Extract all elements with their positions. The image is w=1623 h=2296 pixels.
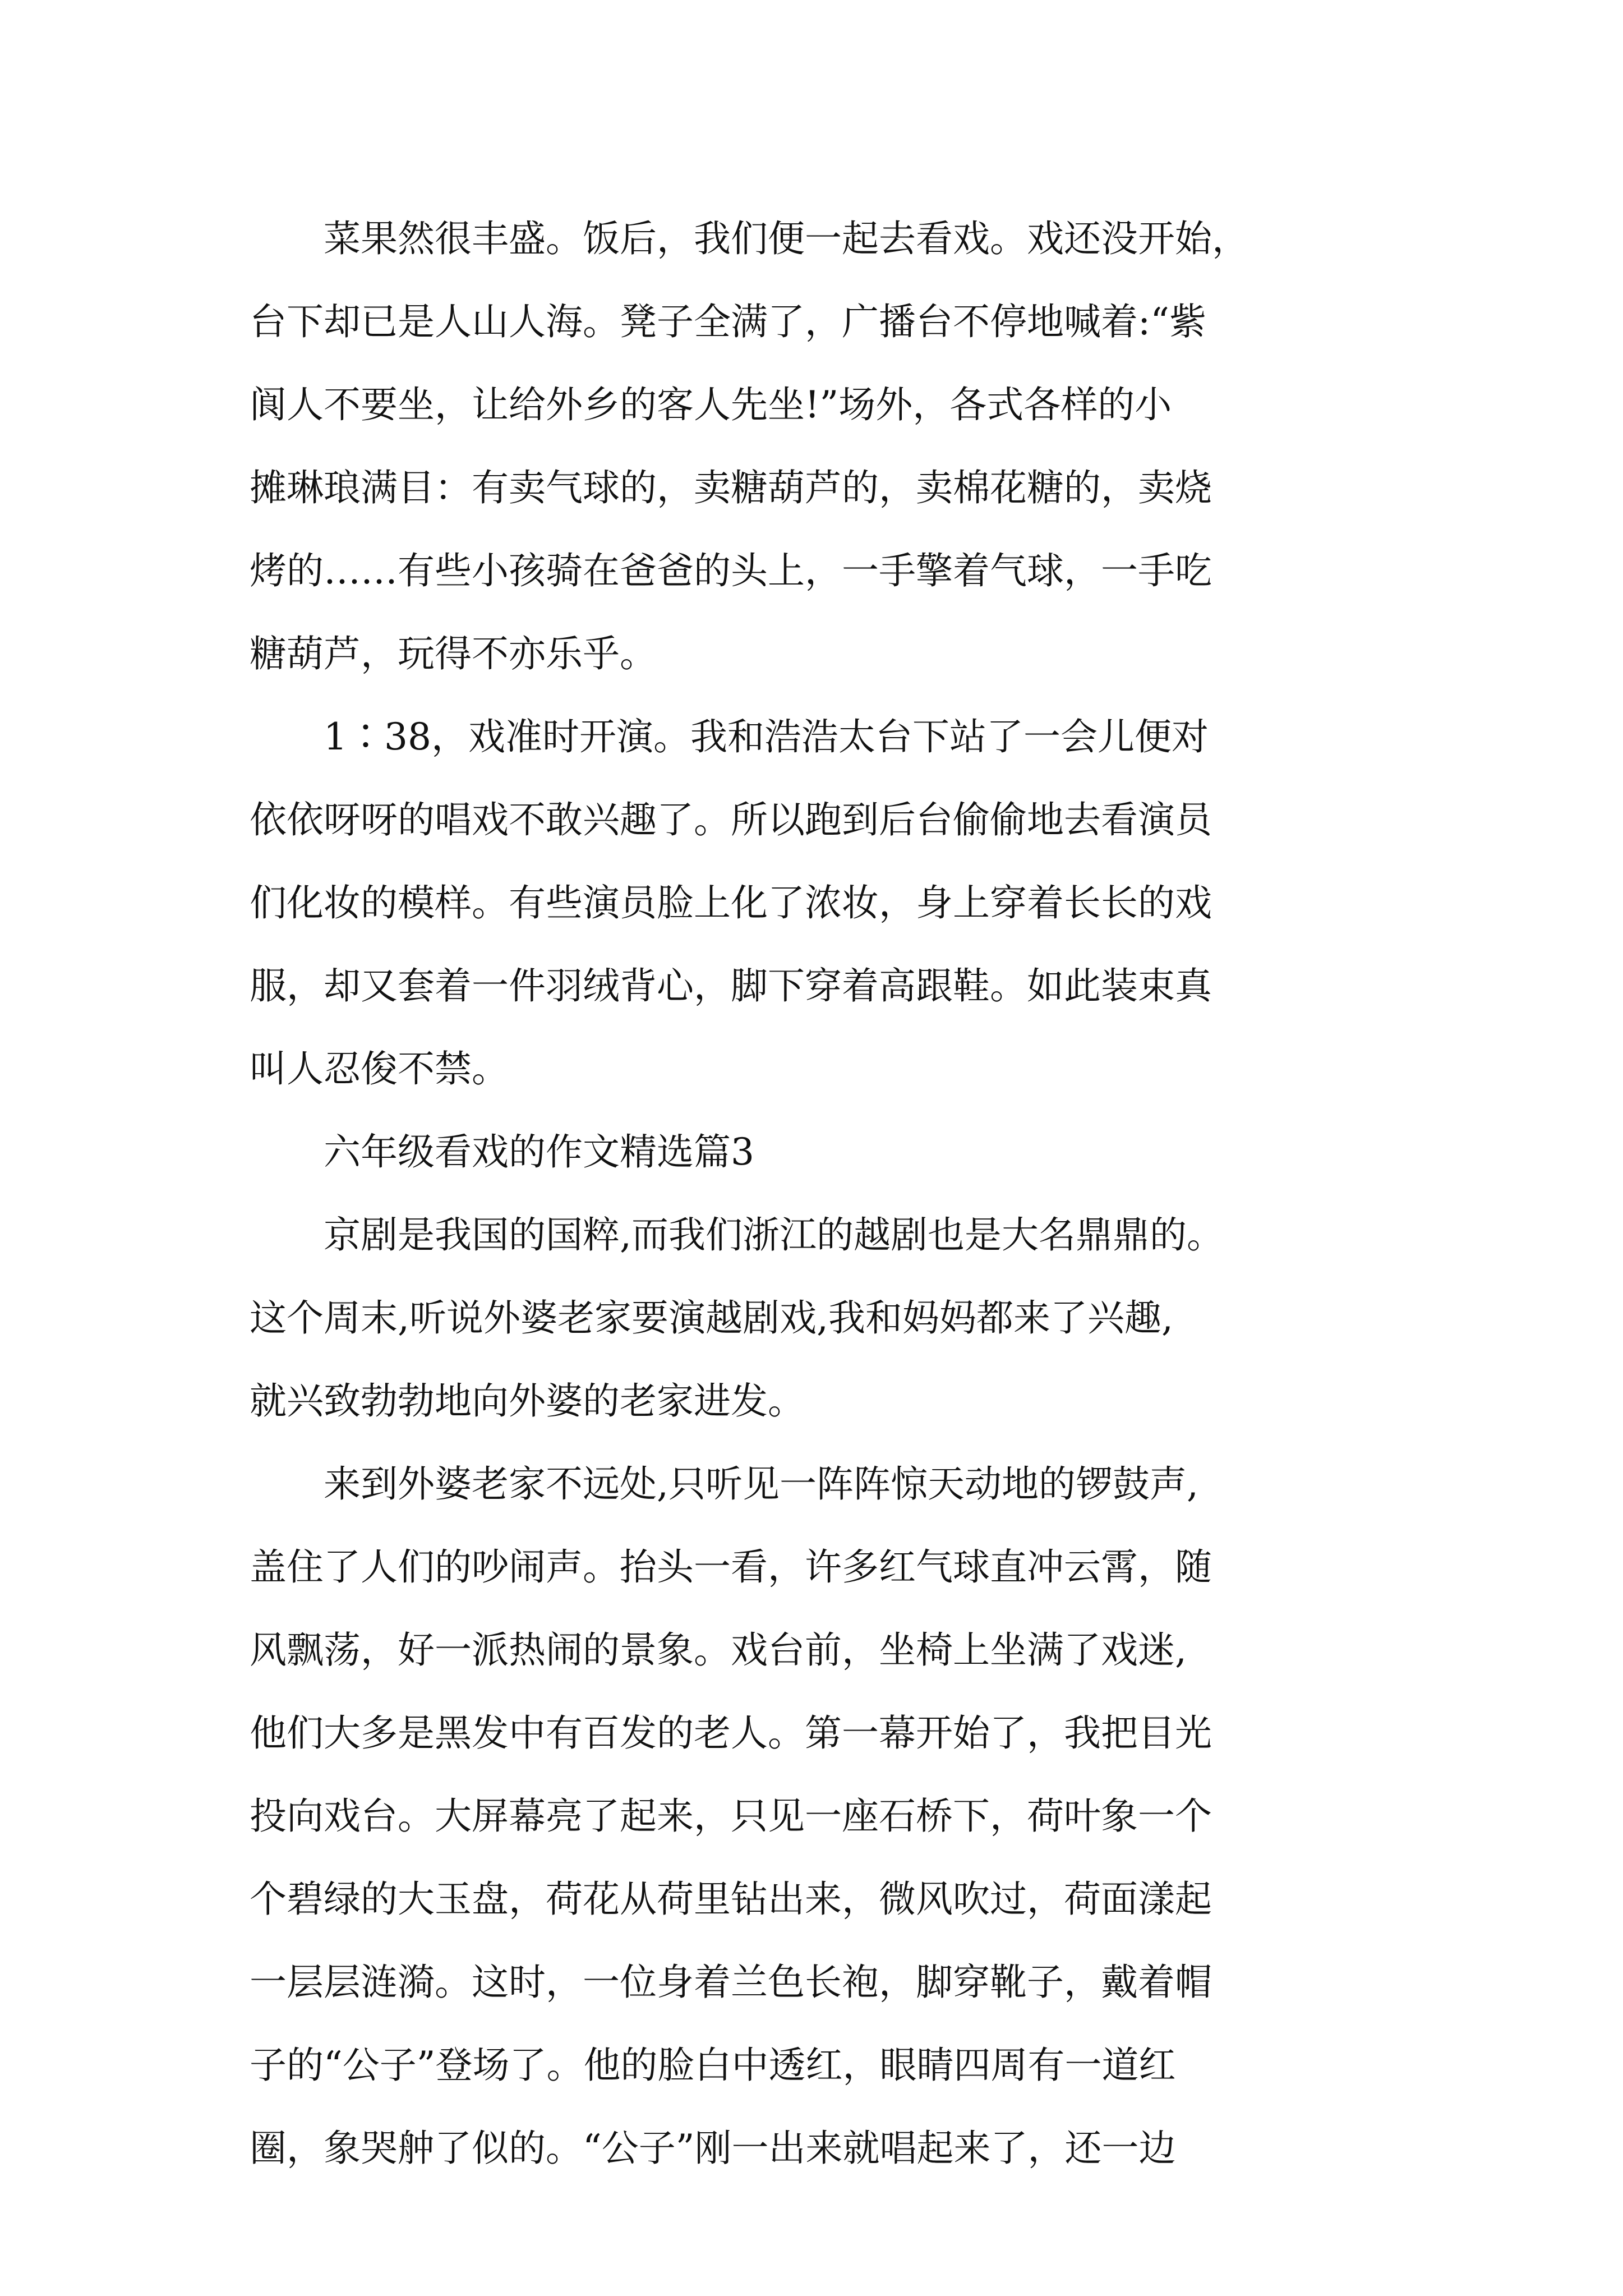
- text-line: 摊琳琅满目：有卖气球的，卖糖葫芦的，卖棉花糖的，卖烧: [250, 466, 1212, 509]
- text-line: 依依呀呀的唱戏不敢兴趣了。所以跑到后台偷偷地去看演员: [250, 798, 1212, 841]
- text-line: 台下却已是人山人海。凳子全满了，广播台不停地喊着:“紫: [250, 300, 1206, 343]
- text-line: 阆人不要坐，让给外乡的客人先坐!”场外，各式各样的小: [250, 383, 1172, 426]
- text-line: 们化妆的模样。有些演员脸上化了浓妆，身上穿着长长的戏: [250, 881, 1212, 924]
- text-line: 服，却又套着一件羽绒背心，脚下穿着高跟鞋。如此装束真: [250, 964, 1212, 1007]
- text-line: 这个周末,听说外婆老家要演越剧戏,我和妈妈都来了兴趣,: [250, 1296, 1173, 1340]
- text-line: 盖住了人们的吵闹声。抬头一看，许多红气球直冲云霄，随: [250, 1545, 1212, 1589]
- text-line: 烤的……有些小孩骑在爸爸的头上，一手擎着气球，一手吃: [250, 549, 1212, 592]
- paragraph-2: [250, 696, 1382, 1111]
- text-line: 投向戏台。大屏幕亮了起来，只见一座石桥下，荷叶象一个: [250, 1795, 1212, 1838]
- text-line: 子的“公子”登场了。他的脸白中透红，眼睛四周有一道红: [250, 2044, 1176, 2087]
- text-line: 京剧是我国的国粹,而我们浙江的越剧也是大名鼎鼎的。: [324, 1213, 1224, 1257]
- paragraph-1: [250, 197, 1382, 696]
- text-line: 个碧绿的大玉盘，荷花从荷里钻出来，微风吹过，荷面漾起: [250, 1878, 1212, 1921]
- text-line: 他们大多是黑发中有百发的老人。第一幕开始了，我把目光: [250, 1711, 1212, 1755]
- text-line: 一层层涟漪。这时，一位身着兰色长袍，脚穿靴子，戴着帽: [250, 1961, 1212, 2004]
- text-line: 菜果然很丰盛。饭后，我们便一起去看戏。戏还没开始，: [324, 217, 1249, 260]
- text-line: 圈，象哭舯了似的。“公子”刚一出来就唱起来了，还一边: [250, 2127, 1176, 2170]
- document-page: [250, 197, 1382, 2190]
- section-heading: 六年级看戏的作文精选篇3: [324, 1130, 754, 1174]
- text-line: 糖葫芦，玩得不亦乐乎。: [250, 632, 657, 675]
- paragraph-3: [250, 1194, 1382, 1443]
- text-line: 风飘荡，好一派热闹的景象。戏台前，坐椅上坐满了戏迷,: [250, 1628, 1187, 1672]
- text-line: 1∶38，戏准时开演。我和浩浩太台下站了一会儿便对: [324, 715, 1209, 758]
- paragraph-4: [250, 1443, 1382, 2190]
- text-line: 来到外婆老家不远处,只听见一阵阵惊天动地的锣鼓声,: [324, 1462, 1198, 1506]
- text-line: 叫人忍俊不禁。: [250, 1047, 509, 1091]
- text-line: 就兴致勃勃地向外婆的老家进发。: [250, 1379, 805, 1423]
